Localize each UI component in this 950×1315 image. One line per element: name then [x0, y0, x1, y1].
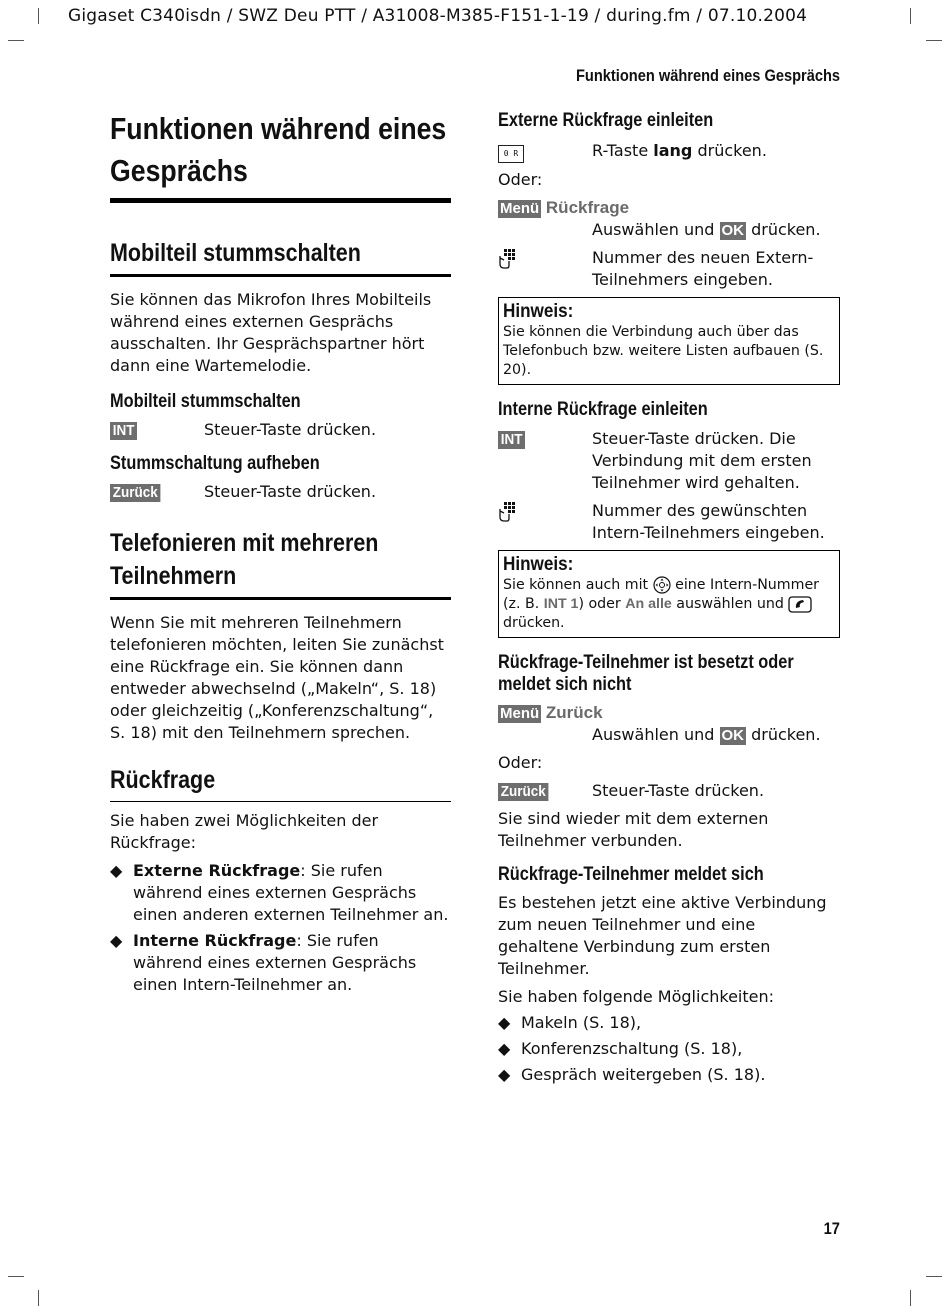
list-item: ◆ Externe Rückfrage: Sie rufen während eines externen Gesprächs einen anderen externen Teilnehmer an. — [110, 861, 449, 924]
heading-busy: Rückfrage-Teilnehmer ist besetzt oder meldet sich nicht — [498, 652, 794, 695]
page-number: 17 — [823, 1219, 840, 1238]
step-text: Steuer-Taste drücken. Die Verbindung mit dem ersten Teilnehmer wird gehalten. — [592, 429, 812, 492]
crop-mark — [910, 8, 911, 24]
diamond-bullet-icon: ◆ — [110, 931, 123, 950]
diamond-bullet-icon: ◆ — [110, 861, 123, 880]
sub-heading-mute: Mobilteil stummschalten — [110, 391, 301, 412]
step-text: Steuer-Taste drücken. — [204, 482, 377, 501]
sub-heading-unmute: Stummschaltung aufheben — [110, 453, 320, 474]
back-key-tag: Zurück — [498, 783, 548, 801]
document-info-header: Gigaset C340isdn / SWZ Deu PTT / A31008-M385-F151-1-19 / during.fm / 07.10.2004 — [68, 6, 808, 26]
step-unmute — [110, 481, 451, 503]
keypad-icon — [498, 248, 516, 270]
step-mute — [110, 419, 451, 441]
crop-mark — [926, 40, 942, 41]
crop-mark — [8, 1276, 24, 1277]
section-heading-rueckfrage: Rückfrage — [110, 766, 216, 794]
talk-key-icon — [788, 596, 812, 613]
keypad-icon — [498, 501, 516, 523]
hint-box-phonebook — [498, 297, 840, 385]
diamond-bullet-icon: ◆ — [498, 1039, 511, 1058]
crop-mark — [910, 1290, 911, 1306]
step-text: Nummer des neuen Extern-Teilnehmers eingeben. — [592, 248, 814, 289]
multi-intro: Wenn Sie mit mehreren Teilnehmern telefonieren möchten, leiten Sie zunächst eine Rückfrage ein. Sie können dann entweder abwechselnd („Makeln“, S. 18) oder gleichzeitig („Konferenzschaltung“, S. 18) mit den Teilnehmern sprechen. — [110, 613, 444, 742]
step-back-key — [498, 780, 840, 802]
int-key-tag: INT — [498, 431, 525, 449]
back-key-tag: Zurück — [110, 484, 160, 502]
menu-path: Menü Rückfrage — [500, 198, 630, 217]
menu-path: Menü Zurück — [500, 703, 603, 722]
int-key-tag: INT — [110, 422, 137, 440]
diamond-bullet-icon: ◆ — [498, 1013, 511, 1032]
hint-title: Hinweis: — [503, 554, 574, 575]
step-text: Steuer-Taste drücken. — [204, 420, 377, 439]
or-label: Oder: — [498, 170, 543, 189]
crop-mark — [38, 8, 39, 24]
options-intro: Sie haben folgende Möglichkeiten: — [498, 987, 775, 1006]
r-key-icon: 0 R — [498, 145, 524, 163]
hint-title: Hinweis: — [503, 301, 574, 322]
step-number-internal — [498, 500, 840, 544]
step-number-external — [498, 247, 840, 291]
list-item: ◆ Gespräch weitergeben (S. 18). — [498, 1065, 766, 1084]
crop-mark — [38, 1290, 39, 1306]
step-select: Auswählen und OK drücken. — [592, 220, 821, 239]
page-title: Funktionen während eines Gesprächs — [110, 111, 447, 188]
heading-external-consult: Externe Rückfrage einleiten — [498, 110, 714, 131]
or-label: Oder: — [498, 753, 543, 772]
hint-box-internal — [498, 550, 840, 638]
menu-tag: Menü — [500, 705, 540, 722]
right-column — [498, 110, 840, 1086]
running-header: Funktionen während eines Gesprächs — [575, 66, 840, 85]
rueckfrage-options — [110, 860, 451, 996]
heading-internal-consult: Interne Rückfrage einleiten — [498, 399, 708, 420]
crop-mark — [8, 40, 24, 41]
section-heading-mute: Mobilteil stummschalten — [110, 239, 361, 267]
ok-tag: OK — [721, 727, 744, 744]
step-r-key: 0 R R-Taste lang drücken. — [498, 140, 840, 163]
answers-text: Es bestehen jetzt eine aktive Verbindung zum neuen Teilnehmer und eine gehaltene Verbindung zum ersten Teilnehmer. — [498, 893, 827, 978]
diamond-bullet-icon: ◆ — [498, 1065, 511, 1084]
step-int-key — [498, 428, 840, 494]
left-column — [110, 108, 451, 996]
list-item: ◆ Makeln (S. 18), — [498, 1013, 642, 1032]
ok-tag: OK — [721, 222, 744, 239]
options-list — [498, 1012, 840, 1086]
menu-tag: Menü — [500, 200, 540, 217]
step-select: Auswählen und OK drücken. — [592, 725, 821, 744]
step-text: Nummer des gewünschten Intern-Teilnehmers eingeben. — [592, 501, 825, 542]
step-text: Steuer-Taste drücken. — [592, 781, 765, 800]
heading-answers: Rückfrage-Teilnehmer meldet sich — [498, 864, 764, 885]
section-heading-multi: Telefonieren mit mehreren Teilnehmern — [110, 529, 379, 590]
mute-intro: Sie können das Mikrofon Ihres Mobilteils während eines externen Gesprächs ausschalten. Ihr Gesprächspartner hört dann eine Wartemelodie. — [110, 290, 432, 375]
hint-text: Sie können auch mit eine Intern-Nummer (z. B. INT 1) oder An alle auswählen und drücken. — [503, 577, 820, 631]
list-item: ◆ Konferenzschaltung (S. 18), — [498, 1039, 743, 1058]
control-key-icon — [653, 576, 671, 594]
crop-mark — [926, 1276, 942, 1277]
busy-after-text: Sie sind wieder mit dem externen Teilnehmer verbunden. — [498, 809, 769, 850]
rueckfrage-intro: Sie haben zwei Möglichkeiten der Rückfrage: — [110, 811, 379, 852]
hint-text: Sie können die Verbindung auch über das Telefonbuch bzw. weitere Listen aufbauen (S. 20). — [503, 324, 824, 378]
list-item: ◆ Interne Rückfrage: Sie rufen während eines externen Gesprächs einen Intern-Teilnehmer an. — [110, 931, 417, 994]
